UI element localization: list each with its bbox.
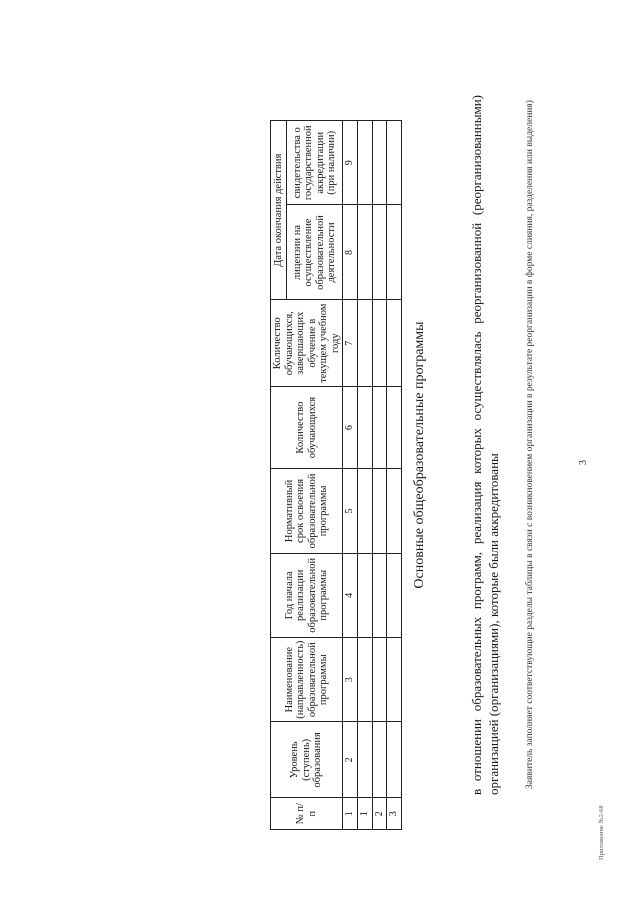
table-row	[372, 121, 387, 830]
intro-paragraph: в отношении образовательных программ, реализация которых осуществлялась реорганизованной (реорганизованными) организацией (организациями), которые были аккредитованы	[469, 95, 501, 795]
page-number: 3	[578, 460, 589, 465]
table-cell	[387, 205, 402, 300]
header-accreditation: свидетельства о государственной аккредитации (при наличии)	[287, 121, 343, 206]
table-cell	[387, 638, 402, 722]
table-cell	[358, 121, 373, 206]
table-cell	[358, 300, 373, 387]
table-cell	[372, 722, 387, 798]
header-level: Уровень (ступень) образования	[271, 722, 343, 798]
header-number: № п/п	[271, 798, 343, 830]
column-number: 2	[343, 722, 358, 798]
footer-note: Приложение №2-68	[598, 805, 605, 860]
table-cell: 3	[387, 798, 402, 830]
header-expiry-group: Дата окончания действия	[271, 121, 287, 300]
table-cell	[387, 121, 402, 206]
table-cell	[372, 121, 387, 206]
header-start-year: Год начала реализации образовательной программы	[271, 553, 343, 637]
table-row	[358, 121, 373, 830]
table-cell	[372, 386, 387, 468]
header-students: Количество обучающихся	[271, 386, 343, 468]
column-number: 8	[343, 205, 358, 300]
column-number: 4	[343, 553, 358, 637]
column-number: 3	[343, 638, 358, 722]
table-cell	[372, 205, 387, 300]
table-cell	[358, 722, 373, 798]
table-cell	[372, 469, 387, 553]
column-number: 9	[343, 121, 358, 206]
table-cell: 1	[358, 798, 373, 830]
column-number: 6	[343, 386, 358, 468]
table-cell	[372, 300, 387, 387]
column-number: 7	[343, 300, 358, 387]
header-license: лицензии на осуществление образовательной деятельности	[287, 205, 343, 300]
table-cell	[358, 553, 373, 637]
table-cell	[387, 553, 402, 637]
table-cell	[387, 300, 402, 387]
note-paragraph: Заявитель заполняет соответствующие разделы таблицы в связи с возникновением организации в результате реорганизации в форме слияния, разделения или выделения)	[525, 100, 535, 789]
table-cell	[358, 205, 373, 300]
section-title: Основные общеобразовательные программы	[412, 321, 427, 589]
column-number: 5	[343, 469, 358, 553]
header-program-name: Наименование (направленность) образовательной программы	[271, 638, 343, 722]
table-cell	[387, 469, 402, 553]
header-duration: Нормативный срок освоения образовательной программы	[271, 469, 343, 553]
table-cell	[358, 638, 373, 722]
table-cell	[372, 553, 387, 637]
column-number: 1	[343, 798, 358, 830]
table-cell	[372, 638, 387, 722]
header-graduating: Количество обучающихся, завершающих обучение в текущем учебном году	[271, 300, 343, 387]
table-cell	[387, 722, 402, 798]
table-cell	[358, 386, 373, 468]
table-row	[387, 121, 402, 830]
table-cell	[358, 469, 373, 553]
table-cell: 2	[372, 798, 387, 830]
table-cell	[387, 386, 402, 468]
header-row-top	[271, 121, 287, 830]
column-numbers-row	[343, 121, 358, 830]
programs-table	[270, 120, 402, 830]
